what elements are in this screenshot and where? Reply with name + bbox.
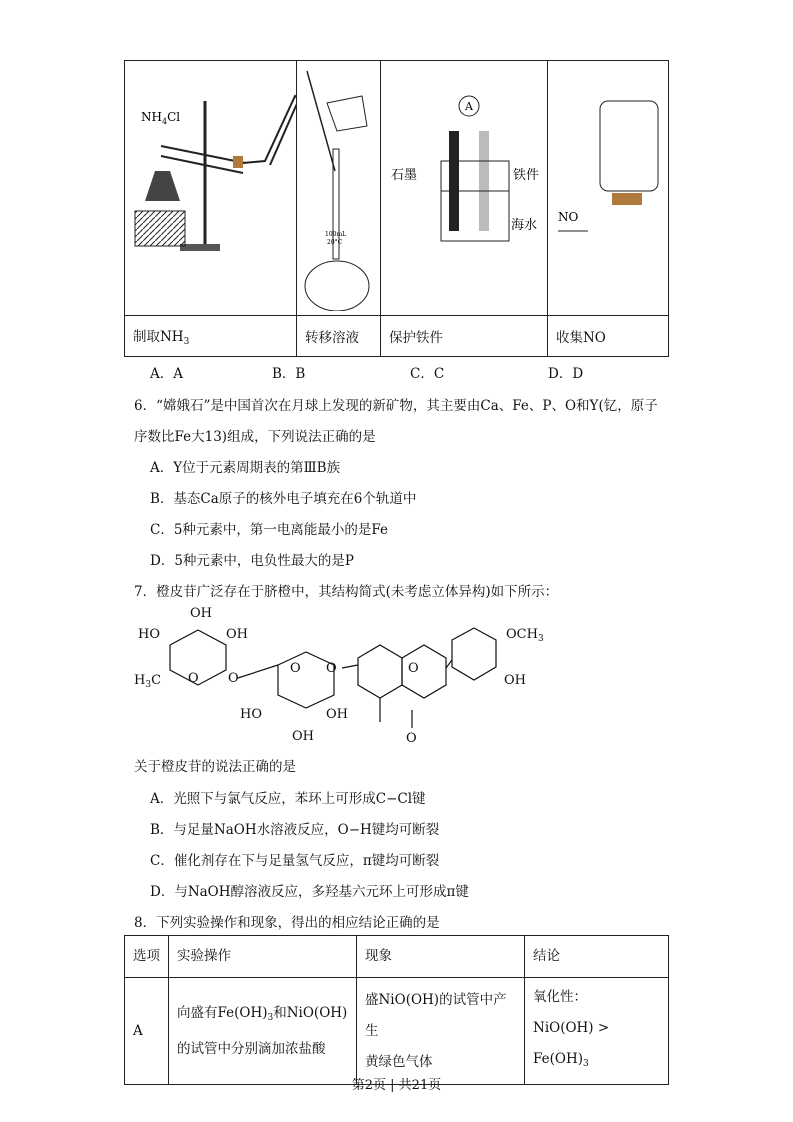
q7-stem: 7．橙皮苷广泛存在于脐橙中，其结构简式(未考虑立体异构)如下所示： bbox=[134, 584, 559, 600]
q5-option-b: B．B bbox=[272, 366, 306, 382]
q8-row-a-option: A bbox=[125, 978, 169, 1085]
nh4cl-label: $NH_4Cl$ bbox=[141, 110, 181, 126]
q8-row-a-operation: 向盛有$Fe(OH)_3$和NiO(OH) 的试管中分别滴加浓盐酸 bbox=[169, 978, 357, 1085]
q8-header-phenomenon: 现象 bbox=[357, 936, 525, 978]
svg-text:H3C: $H_3C$ bbox=[134, 673, 162, 690]
collect-no-cell bbox=[548, 61, 669, 316]
nh3-apparatus-cell bbox=[125, 61, 297, 316]
svg-text:O: O bbox=[228, 671, 239, 686]
q7-lead: 关于橙皮苷的说法正确的是 bbox=[134, 759, 296, 775]
graphite-label: 石墨 bbox=[391, 168, 418, 183]
q5-option-d: D．D bbox=[548, 366, 584, 382]
svg-text:O: O bbox=[408, 661, 419, 676]
svg-text:20°C: 20°C bbox=[327, 239, 343, 246]
svg-text:100mL: 100mL bbox=[325, 231, 347, 238]
q6-option-c: C．5种元素中，第一电离能最小的是Fe bbox=[150, 522, 389, 538]
svg-text:OH: OH bbox=[226, 627, 248, 642]
q8-table bbox=[124, 935, 669, 1085]
iron-part-label: 铁件 bbox=[513, 168, 540, 183]
svg-text:O: O bbox=[326, 661, 337, 676]
q7-option-d: D．与NaOH醇溶液反应，多羟基六元环上可形成π键 bbox=[150, 884, 469, 900]
svg-text:OCH3: $OCH_3$ bbox=[506, 627, 544, 644]
svg-text:OH: OH bbox=[190, 606, 212, 621]
svg-text:OH: OH bbox=[326, 707, 348, 722]
q8-row-a-conclusion: 氧化性： $NiO(OH) > Fe(OH)_3$ bbox=[525, 978, 669, 1085]
gas-collection-drawing bbox=[548, 61, 669, 311]
q6-option-a: A．Y位于元素周期表的第ⅢB族 bbox=[150, 460, 341, 476]
hesperidin-structure bbox=[130, 600, 570, 750]
q5-option-a: A．A bbox=[150, 366, 183, 382]
volumetric-flask-drawing bbox=[297, 61, 381, 311]
q6-option-b: B．基态Ca原子的核外电子填充在6个轨道中 bbox=[150, 491, 417, 507]
seawater-label: 海水 bbox=[511, 218, 538, 233]
svg-text:HO: HO bbox=[138, 627, 160, 642]
caption-protect-iron: 保护铁件 bbox=[381, 316, 548, 357]
svg-text:OH: OH bbox=[504, 673, 526, 688]
lab-apparatus-table bbox=[124, 60, 669, 357]
protect-iron-cell bbox=[381, 61, 548, 316]
page-footer: 第2页 | 共21页 bbox=[351, 1078, 442, 1093]
q8-row-a-phenomenon: 盛NiO(OH)的试管中产生 黄绿色气体 bbox=[357, 978, 525, 1085]
q6-stem-line1: 6．“嫦娥石”是中国首次在月球上发现的新矿物，其主要由Ca、Fe、P、O和Y(钇，原子 bbox=[134, 398, 658, 414]
transfer-solution-cell bbox=[297, 61, 381, 316]
svg-text:O: O bbox=[406, 731, 417, 746]
q7-option-c: C．催化剂存在下与足量氢气反应，π键均可断裂 bbox=[150, 853, 440, 869]
svg-text:OH: OH bbox=[292, 729, 314, 744]
caption-nh3: 制取$NH_3$ bbox=[125, 316, 297, 357]
caption-transfer: 转移溶液 bbox=[297, 316, 381, 357]
svg-text:A: A bbox=[465, 100, 473, 113]
q8-header-conclusion: 结论 bbox=[525, 936, 669, 978]
svg-text:HO: HO bbox=[240, 707, 262, 722]
q8-header-operation: 实验操作 bbox=[169, 936, 357, 978]
q7-option-a: A．光照下与氯气反应，苯环上可形成C−Cl键 bbox=[150, 791, 426, 807]
q7-option-b: B．与足量NaOH水溶液反应，O−H键均可断裂 bbox=[150, 822, 440, 838]
electrode-drawing bbox=[381, 61, 548, 311]
svg-text:O: O bbox=[188, 671, 199, 686]
q5-option-c: C．C bbox=[410, 366, 445, 382]
q8-stem: 8．下列实验操作和现象，得出的相应结论正确的是 bbox=[134, 915, 440, 931]
no-gas-label: NO bbox=[558, 210, 579, 224]
nh3-apparatus-drawing bbox=[125, 61, 297, 311]
q6-option-d: D．5种元素中，电负性最大的是P bbox=[150, 553, 354, 569]
q8-header-option: 选项 bbox=[125, 936, 169, 978]
caption-collect-no: 收集NO bbox=[548, 316, 669, 357]
svg-text:O: O bbox=[290, 661, 301, 676]
q6-stem-line2: 序数比Fe大13)组成，下列说法正确的是 bbox=[134, 429, 376, 445]
